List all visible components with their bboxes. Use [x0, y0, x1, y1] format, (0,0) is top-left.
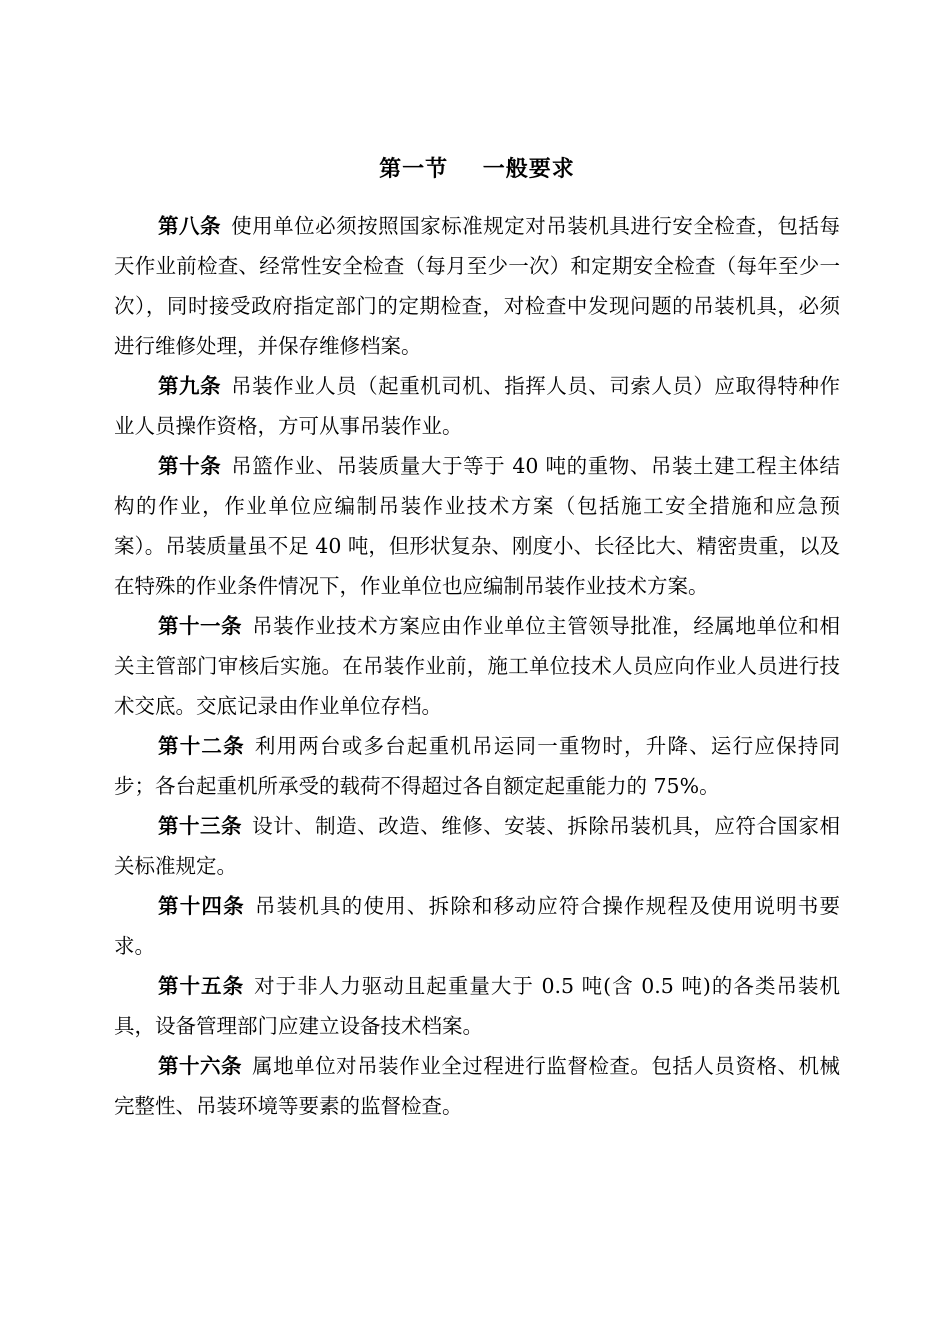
- article-9: [114, 366, 840, 446]
- article-text: 吊装作业技术方案应由作业单位主管领导批准，经属地单位和相关主管部门审核后实施。在吊装作业前，施工单位技术人员应向作业人员进行技术交底。交底记录由作业单位存档。: [114, 614, 841, 718]
- article-number: 第十四条: [158, 894, 245, 918]
- article-13: [114, 806, 840, 886]
- article-14: [114, 886, 840, 966]
- article-text: 利用两台或多台起重机吊运同一重物时，升降、运行应保持同步；各台起重机所承受的载荷不得超过各自额定起重能力的 75%。: [114, 734, 841, 798]
- article-number: 第九条: [158, 374, 222, 398]
- article-number: 第十二条: [158, 734, 245, 758]
- article-text: 属地单位对吊装作业全过程进行监督检查。包括人员资格、机械完整性、吊装环境等要素的监督检查。: [114, 1054, 841, 1118]
- article-text: 吊装作业人员（起重机司机、指挥人员、司索人员）应取得特种作业人员操作资格，方可从事吊装作业。: [114, 374, 841, 438]
- article-number: 第十三条: [158, 814, 243, 838]
- article-text: 吊装机具的使用、拆除和移动应符合操作规程及使用说明书要求。: [114, 894, 841, 958]
- article-15: [114, 966, 840, 1046]
- article-8: [114, 206, 840, 366]
- article-text: 设计、制造、改造、维修、安装、拆除吊装机具，应符合国家相关标准规定。: [114, 814, 841, 878]
- article-number: 第十六条: [158, 1054, 243, 1078]
- article-11: [114, 606, 840, 726]
- article-number: 第十五条: [158, 974, 245, 998]
- article-number: 第十一条: [158, 614, 243, 638]
- section-title: 第一节 一般要求: [379, 157, 575, 182]
- article-text: 使用单位必须按照国家标准规定对吊装机具进行安全检查，包括每天作业前检查、经常性安全检查（每月至少一次）和定期安全检查（每年至少一次），同时接受政府指定部门的定期检查，对检查中发现问题的吊装机具，必须进行维修处理，并保存维修档案。: [114, 214, 841, 358]
- article-text: 吊篮作业、吊装质量大于等于 40 吨的重物、吊装土建工程主体结构的作业，作业单位应编制吊装作业技术方案（包括施工安全措施和应急预案）。吊装质量虽不足 40 吨，但形状复杂、刚度小、长径比大、精密贵重，以及在特殊的作业条件情况下，作业单位也应编制吊装作业技术方案。: [114, 454, 840, 598]
- article-number: 第十条: [158, 454, 222, 478]
- article-16: [114, 1046, 840, 1126]
- article-text: 对于非人力驱动且起重量大于 0.5 吨(含 0.5 吨)的各类吊装机具，设备管理部门应建立设备技术档案。: [114, 974, 841, 1038]
- article-10: [114, 446, 840, 606]
- article-number: 第八条: [158, 214, 222, 238]
- article-12: [114, 726, 840, 806]
